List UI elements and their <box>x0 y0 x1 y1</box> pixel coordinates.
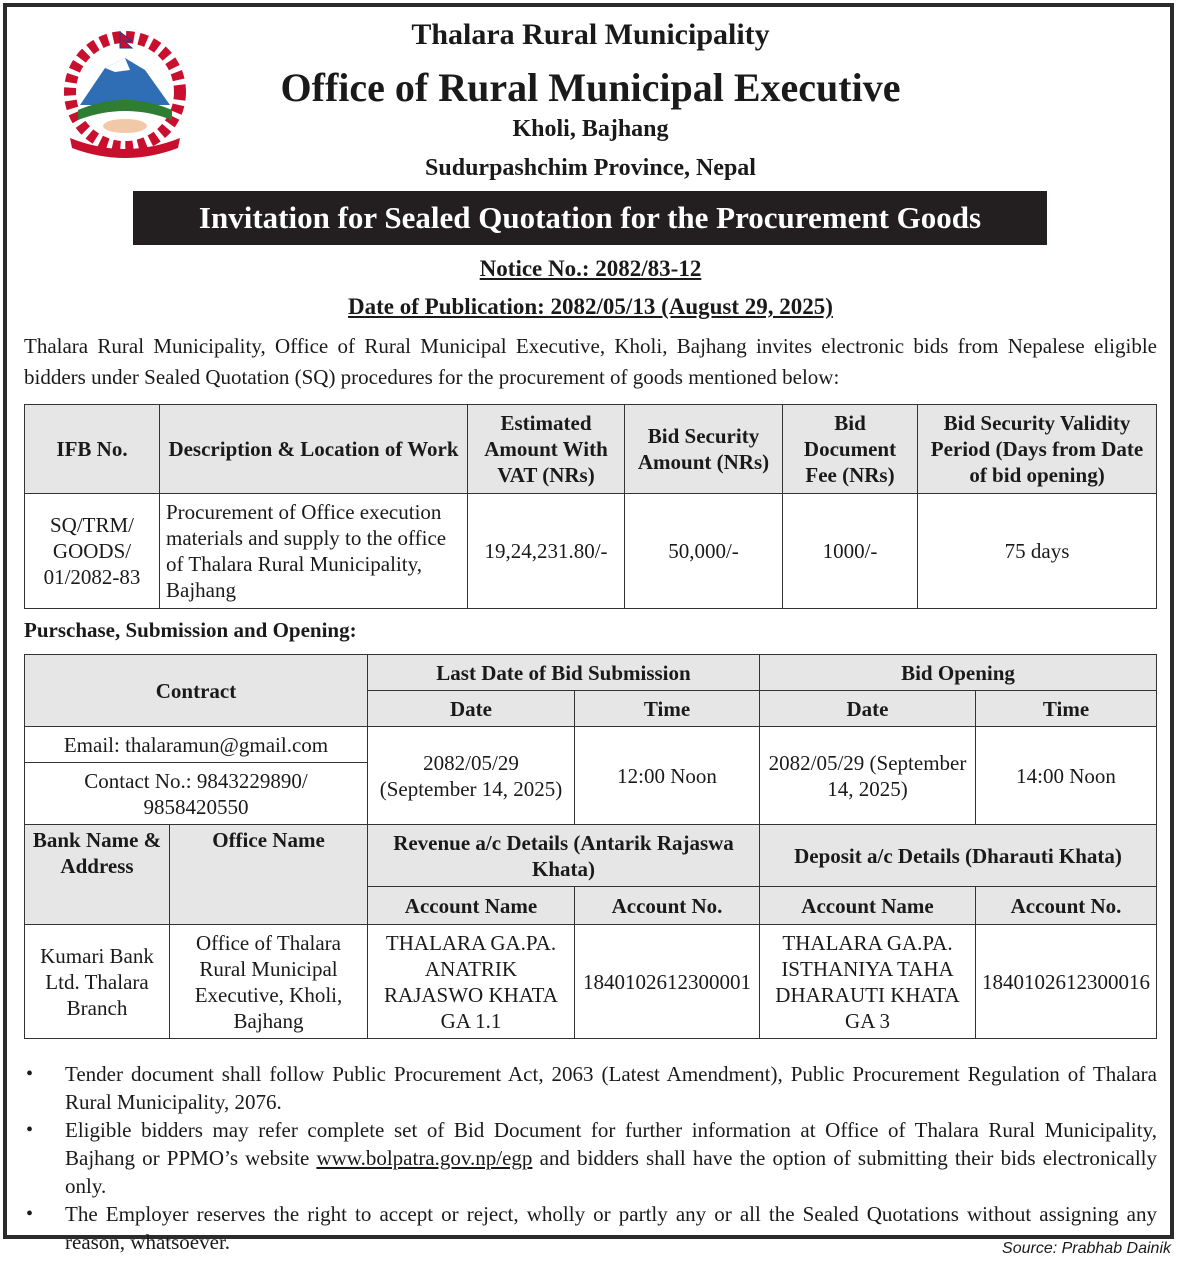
deposit-account-name: THALARA GA.PA. ISTHANIYA TAHA DHARAUTI KHATA GA 3 <box>760 925 976 1039</box>
terms-list <box>24 1060 1157 1256</box>
revenue-account-name-label: Account Name <box>368 887 575 925</box>
list-item <box>24 1116 1157 1200</box>
col-estimated-amount: Estimated Amount With VAT (NRs) <box>468 405 625 494</box>
contract-header: Contract <box>25 655 368 727</box>
list-item: • Tender document shall follow Public Procurement Act, 2063 (Latest Amendment), Public Procurement Regulation of Thalara Rural Municipality, 2076. <box>24 1060 1157 1116</box>
deposit-header: Deposit a/c Details (Dharauti Khata) <box>760 825 1157 887</box>
opening-time-label: Time <box>976 691 1157 727</box>
schedule-title: Purschase, Submission and Opening: <box>24 618 357 642</box>
bid-opening-header: Bid Opening <box>760 655 1157 691</box>
col-ifb-no: IFB No. <box>25 405 160 494</box>
table-row <box>25 925 1157 1039</box>
contact-email <box>25 727 368 763</box>
notice-number: Notice No.: 2082/83-12 <box>479 256 702 281</box>
revenue-account-no: 1840102612300001 <box>575 925 760 1039</box>
bullet-text: and bidders shall have the option of submitting their bids electronically only. <box>65 1146 1158 1198</box>
col-bid-security: Bid Security Amount (NRs) <box>625 405 783 494</box>
province: Sudurpashchim Province, Nepal <box>425 155 756 181</box>
list-item: • The Employer reserves the right to accept or reject, wholly or partly any or all the Sealed Quotations without assigning any reason, whatsoever. <box>24 1200 1157 1256</box>
submission-date-label: Date <box>368 691 575 727</box>
publication-date: Date of Publication: 2082/05/13 (August 29, 2025) <box>348 294 833 319</box>
office-header: Office Name <box>170 825 368 925</box>
bullet-text: Eligible bidders may refer complete set of Bid Document for further information at Office of Thalara Rural Municipality, Bajhang or PPMO’s website <box>65 1118 1157 1170</box>
deposit-account-name-label: Account Name <box>760 887 976 925</box>
invitation-banner: Invitation for Sealed Quotation for the Procurement Goods <box>133 191 1047 245</box>
bank-header: Bank Name & Address <box>25 825 170 925</box>
revenue-header: Revenue a/c Details (Antarik Rajaswa Khata) <box>368 825 760 887</box>
office-title: Office of Rural Municipal Executive <box>280 65 901 110</box>
col-validity: Bid Security Validity Period (Days from Date of bid opening) <box>918 405 1157 494</box>
office-name: Office of Thalara Rural Municipal Executive, Kholi, Bajhang <box>170 925 368 1039</box>
email-text[interactable]: Email: thalaramun@gmail.com <box>63 732 329 757</box>
last-date-header: Last Date of Bid Submission <box>368 655 760 691</box>
submission-date: 2082/05/29 (September 14, 2025) <box>368 727 575 825</box>
deposit-account-no-label: Account No. <box>976 887 1157 925</box>
validity: 75 days <box>918 494 1157 609</box>
bank-name: Kumari Bank Ltd. Thalara Branch <box>25 925 170 1039</box>
schedule-table <box>24 654 1157 1039</box>
contact-number: Contact No.: 9843229890/ 9858420550 <box>25 763 368 825</box>
opening-date: 2082/05/29 (September 14, 2025) <box>760 727 976 825</box>
source-credit: Source: Prabhab Dainik <box>1002 1240 1171 1257</box>
deposit-account-no: 1840102612300016 <box>976 925 1157 1039</box>
col-doc-fee: Bid Document Fee (NRs) <box>783 405 918 494</box>
opening-date-label: Date <box>760 691 976 727</box>
submission-time-label: Time <box>575 691 760 727</box>
revenue-account-no-label: Account No. <box>575 887 760 925</box>
revenue-account-name: THALARA GA.PA. ANATRIK RAJASWO KHATA GA 1.1 <box>368 925 575 1039</box>
doc-fee: 1000/- <box>783 494 918 609</box>
estimated-amount: 19,24,231.80/- <box>468 494 625 609</box>
description: Procurement of Office execution materials and supply to the office of Thalara Rural Municipality, Bajhang <box>160 494 468 609</box>
col-description: Description & Location of Work <box>160 405 468 494</box>
municipality-name: Thalara Rural Municipality <box>411 18 770 51</box>
ifb-no: SQ/TRM/ GOODS/ 01/2082-83 <box>25 494 160 609</box>
intro-paragraph: Thalara Rural Municipality, Office of Rural Municipal Executive, Kholi, Bajhang invites electronic bids from Nepalese eligible bidders under Sealed Quotation (SQ) procedures for the procurement of goods mentioned below: <box>24 334 1157 389</box>
submission-time: 12:00 Noon <box>575 727 760 825</box>
office-location: Kholi, Bajhang <box>512 116 669 142</box>
bid-security: 50,000/- <box>625 494 783 609</box>
ifb-table <box>24 404 1157 609</box>
opening-time: 14:00 Noon <box>976 727 1157 825</box>
table-row <box>25 494 1157 609</box>
bolpatra-link[interactable]: www.bolpatra.gov.np/egp <box>316 1146 533 1170</box>
